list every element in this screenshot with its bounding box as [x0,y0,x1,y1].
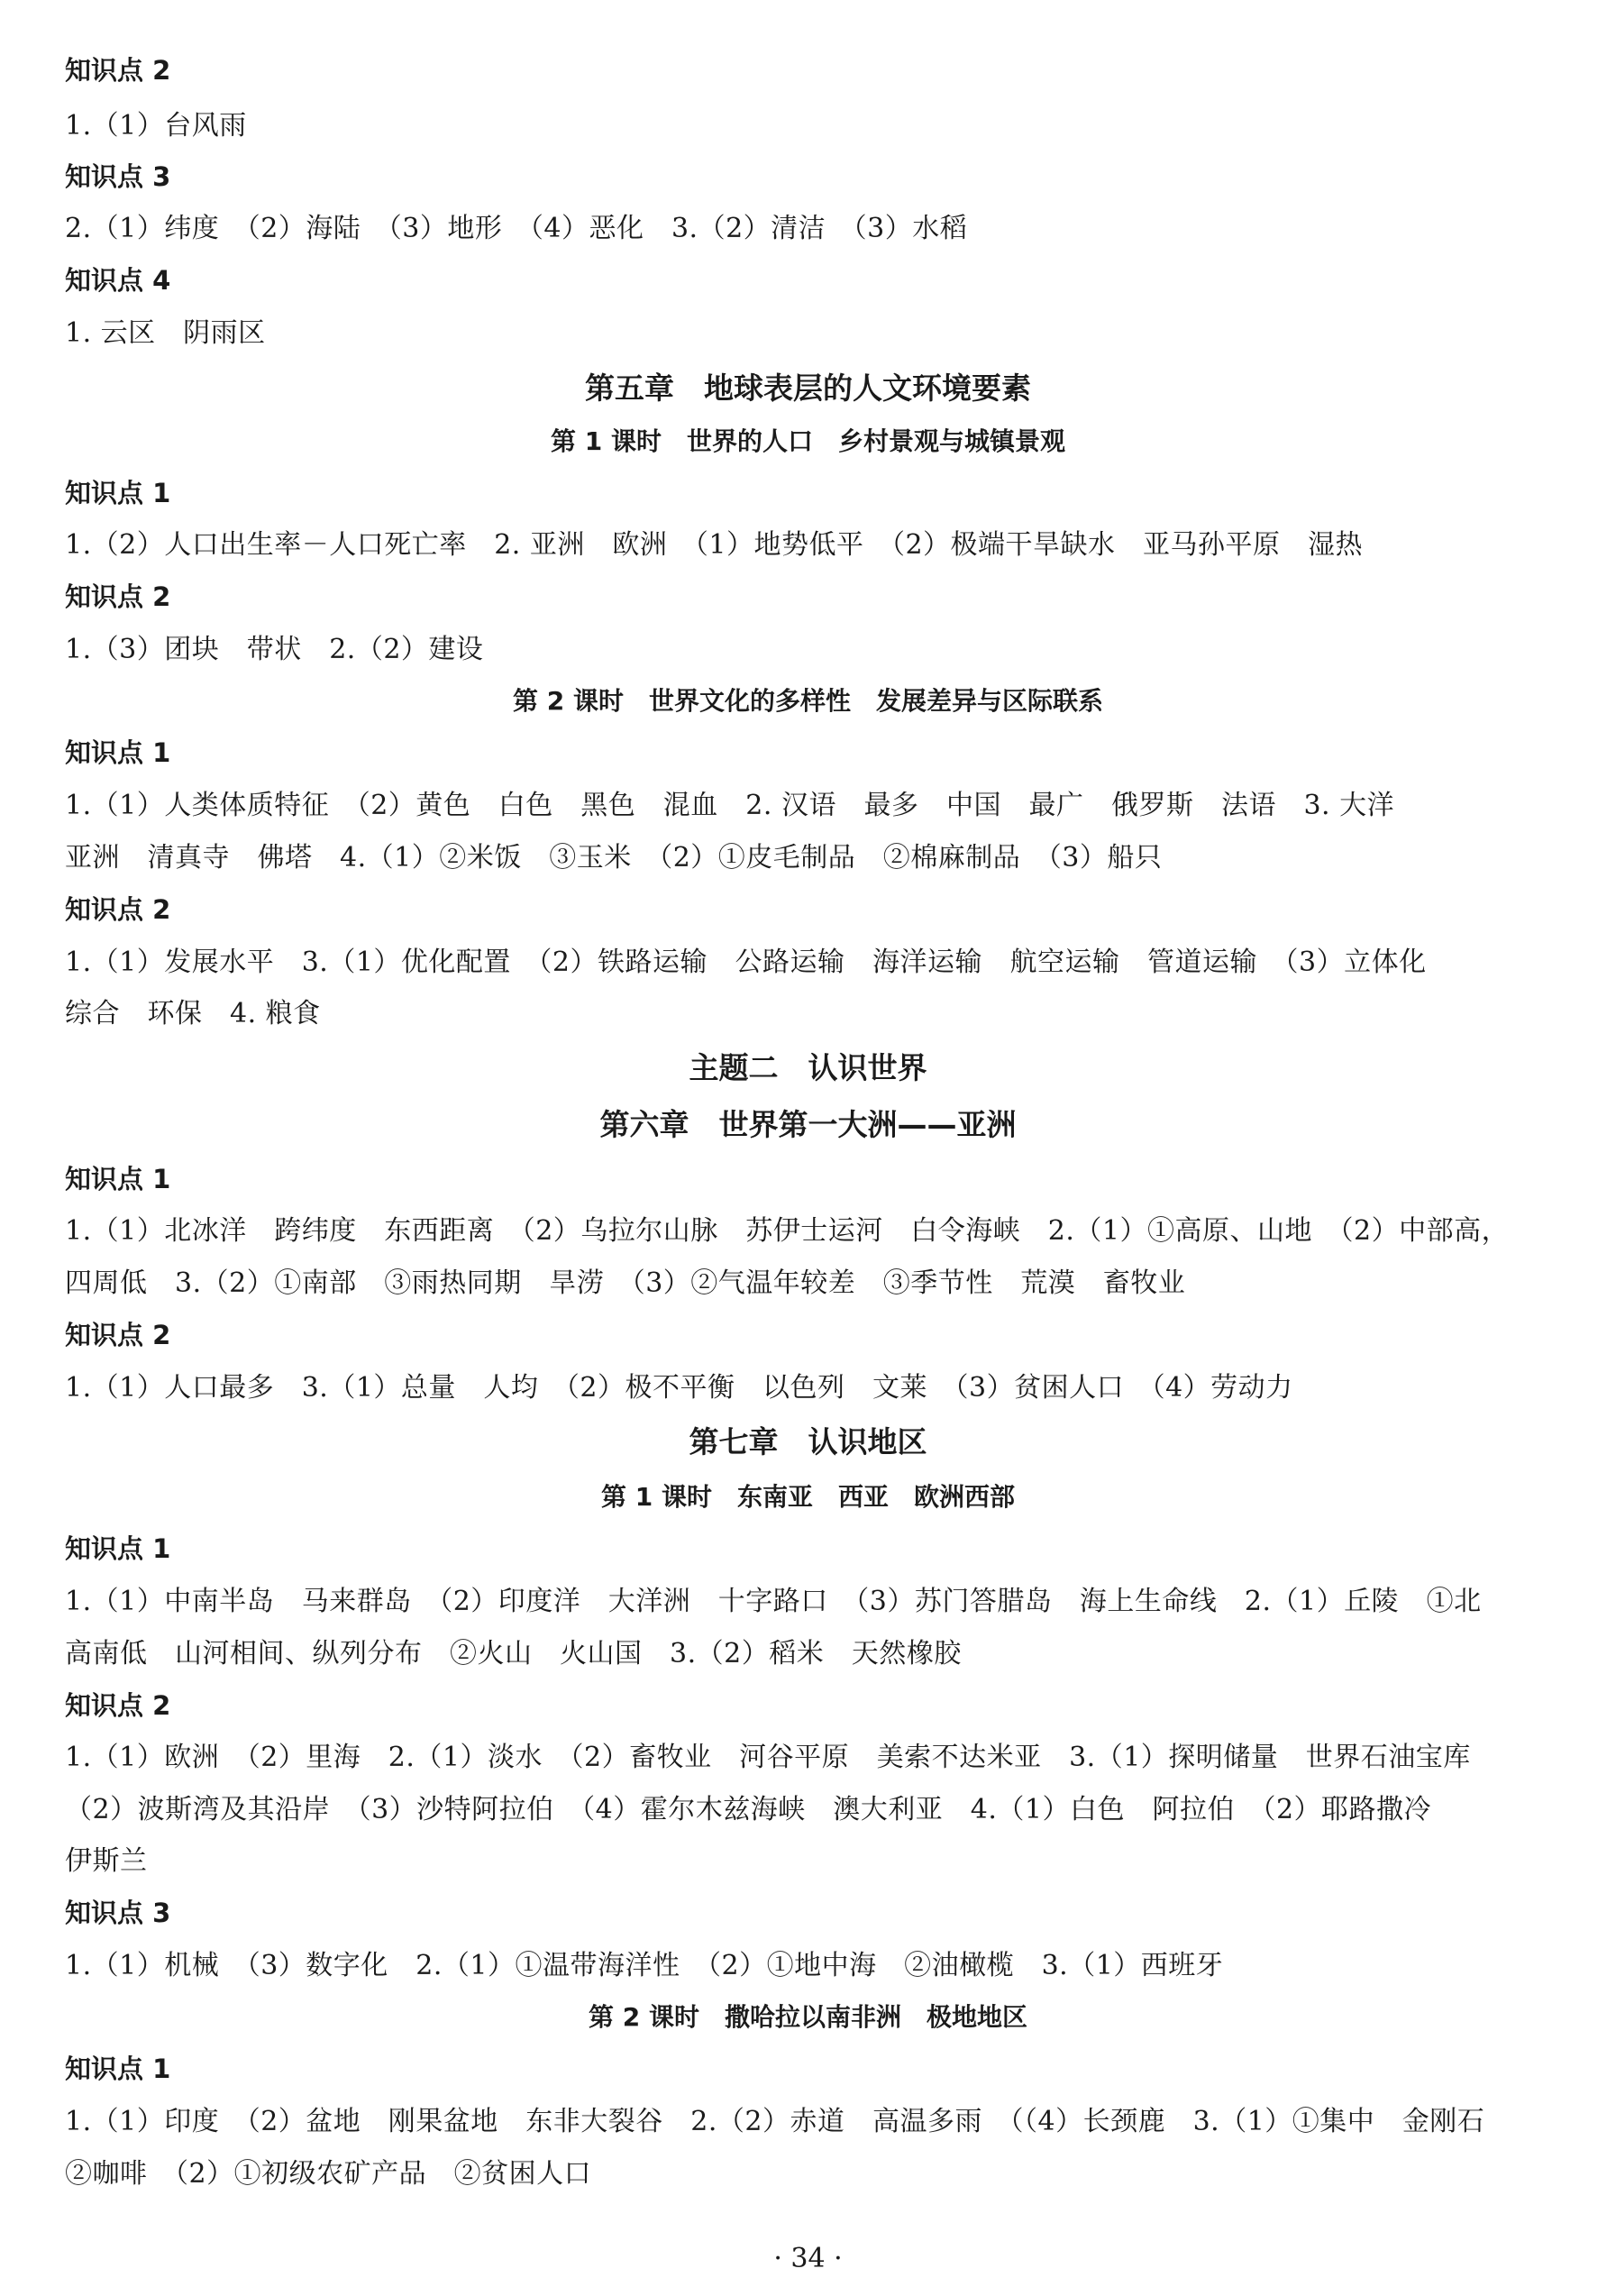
knowledge-point-heading: 知识点 1 [65,1533,171,1564]
knowledge-point-heading: 知识点 2 [65,1320,171,1350]
chapter-title: 第七章 认识地区 [689,1424,927,1459]
lesson-title: 第 1 课时 东南亚 西亚 欧洲西部 [601,1482,1015,1512]
answer-line: 亚洲 清真寺 佛塔 4.（1）②米饭 ③玉米 （2）①皮毛制品 ②棉麻制品 （3）船只 [65,842,1163,874]
knowledge-point-heading: 知识点 2 [65,1690,171,1721]
answer-line: 1.（2）人口出生率－人口死亡率 2. 亚洲 欧洲 （1）地势低平 （2）极端干旱缺水 亚马孙平原 湿热 [65,529,1364,561]
answer-line: 1. 云区 阴雨区 [65,317,266,349]
answer-line: 1.（1）台风雨 [65,110,247,142]
knowledge-point-heading: 知识点 1 [65,737,171,768]
answer-line: 1.（1）机械 （3）数字化 2.（1）①温带海洋性 （2）①地中海 ②油橄榄 3.（1）西班牙 [65,1950,1224,1981]
knowledge-point-heading: 知识点 3 [65,1898,171,1928]
answer-line: 1.（3）团块 带状 2.（2）建设 [65,634,484,665]
answer-line: ②咖啡 （2）①初级农矿产品 ②贫困人口 [65,2158,592,2190]
knowledge-point-heading: 知识点 2 [65,581,171,612]
chapter-title: 第五章 地球表层的人文环境要素 [585,370,1031,406]
page-number: · 34 · [773,2243,843,2274]
answer-line: （2）波斯湾及其沿岸 （3）沙特阿拉伯 （4）霍尔木兹海峡 澳大利亚 4.（1）白色 阿拉伯 （2）耶路撒冷 [65,1794,1432,1825]
answer-line: 四周低 3.（2）①南部 ③雨热同期 旱涝 （3）②气温年较差 ③季节性 荒漠 畜牧业 [65,1267,1186,1299]
knowledge-point-heading: 知识点 1 [65,2054,171,2084]
lesson-title: 第 1 课时 世界的人口 乡村景观与城镇景观 [551,426,1065,456]
lesson-title: 第 2 课时 世界文化的多样性 发展差异与区际联系 [513,686,1103,716]
answer-line: 1.（1）欧洲 （2）里海 2.（1）淡水 （2）畜牧业 河谷平原 美索不达米亚 3.（1）探明储量 世界石油宝库 [65,1742,1471,1773]
answer-line: 1.（1）北冰洋 跨纬度 东西距离 （2）乌拉尔山脉 苏伊士运河 白令海峡 2.（1）①高原、山地 （2）中部高， [65,1215,1510,1247]
knowledge-point-heading: 知识点 3 [65,161,171,192]
theme-title: 主题二 认识世界 [689,1050,927,1085]
knowledge-point-heading: 知识点 1 [65,1164,171,1194]
chapter-title: 第六章 世界第一大洲——亚洲 [599,1107,1017,1142]
answer-line: 高南低 山河相间、纵列分布 ②火山 火山国 3.（2）稻米 天然橡胶 [65,1638,962,1669]
answer-line: 2.（1）纬度 （2）海陆 （3）地形 （4）恶化 3.（2）清洁 （3）水稻 [65,213,968,244]
answer-line: 伊斯兰 [65,1845,148,1877]
answer-line: 综合 环保 4. 粮食 [65,998,321,1029]
answer-line: 1.（1）发展水平 3.（1）优化配置 （2）铁路运输 公路运输 海洋运输 航空运输 管道运输 （3）立体化 [65,947,1427,978]
knowledge-point-heading: 知识点 2 [65,894,171,925]
answer-line: 1.（1）人类体质特征 （2）黄色 白色 黑色 混血 2. 汉语 最多 中国 最广 俄罗斯 法语 3. 大洋 [65,790,1395,821]
lesson-title: 第 2 课时 撒哈拉以南非洲 极地地区 [589,2002,1027,2032]
answer-line: 1.（1）中南半岛 马来群岛 （2）印度洋 大洋洲 十字路口 （3）苏门答腊岛 海上生命线 2.（1）丘陵 ①北 [65,1586,1482,1617]
knowledge-point-heading: 知识点 4 [65,265,171,296]
answer-line: 1.（1）人口最多 3.（1）总量 人均 （2）极不平衡 以色列 文莱 （3）贫困人口 （4）劳动力 [65,1372,1293,1404]
answer-line: 1.（1）印度 （2）盆地 刚果盆地 东非大裂谷 2.（2）赤道 高温多雨 （（4）长颈鹿 3.（1）①集中 金刚石 [65,2106,1485,2137]
knowledge-point-heading: 知识点 2 [65,55,171,86]
knowledge-point-heading: 知识点 1 [65,478,171,508]
